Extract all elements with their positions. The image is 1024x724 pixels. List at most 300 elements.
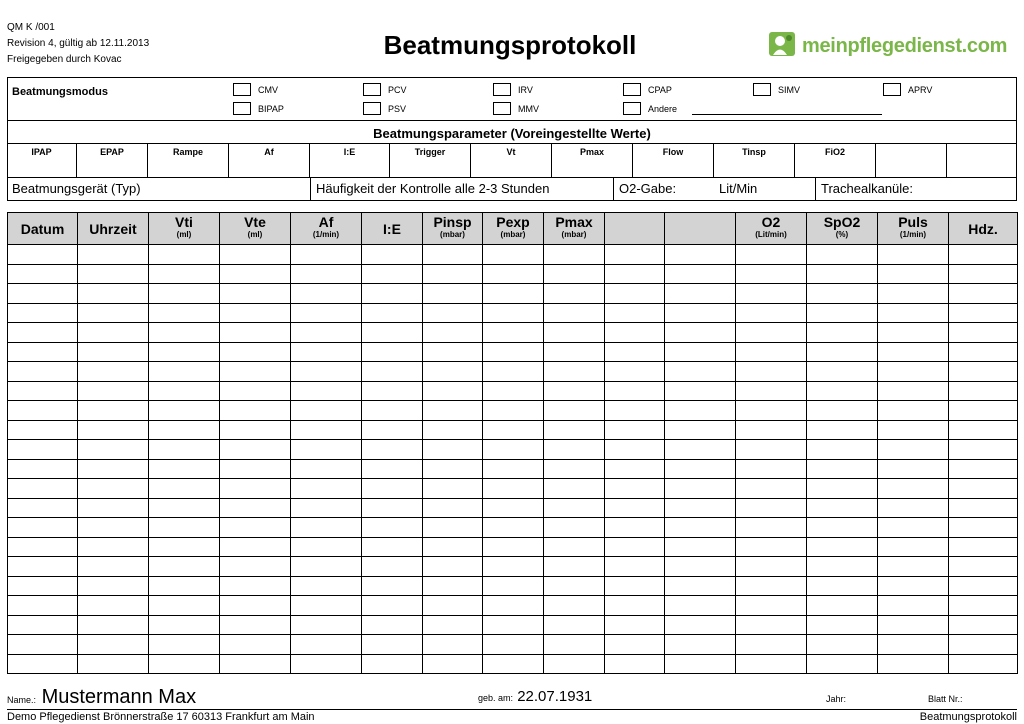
table-cell[interactable] (149, 557, 220, 577)
table-cell[interactable] (291, 459, 362, 479)
table-cell[interactable] (949, 635, 1018, 655)
table-cell[interactable] (483, 381, 544, 401)
table-cell[interactable] (78, 420, 149, 440)
table-cell[interactable] (949, 615, 1018, 635)
table-cell[interactable] (544, 264, 605, 284)
table-cell[interactable] (8, 420, 78, 440)
table-cell[interactable] (878, 362, 949, 382)
table-cell[interactable] (736, 596, 807, 616)
checkbox-bipap[interactable] (233, 102, 251, 115)
table-cell[interactable] (665, 420, 736, 440)
table-cell[interactable] (78, 576, 149, 596)
table-cell[interactable] (665, 245, 736, 265)
table-cell[interactable] (291, 284, 362, 304)
table-cell[interactable] (807, 342, 878, 362)
table-cell[interactable] (423, 537, 483, 557)
table-cell[interactable] (544, 479, 605, 499)
table-cell[interactable] (483, 401, 544, 421)
table-cell[interactable] (423, 576, 483, 596)
table-cell[interactable] (736, 264, 807, 284)
table-cell[interactable] (423, 401, 483, 421)
table-cell[interactable] (291, 498, 362, 518)
table-cell[interactable] (949, 596, 1018, 616)
table-cell[interactable] (78, 557, 149, 577)
table-cell[interactable] (605, 596, 665, 616)
table-cell[interactable] (8, 576, 78, 596)
table-cell[interactable] (665, 303, 736, 323)
table-cell[interactable] (220, 362, 291, 382)
table-cell[interactable] (220, 654, 291, 674)
table-cell[interactable] (149, 537, 220, 557)
table-cell[interactable] (483, 362, 544, 382)
table-cell[interactable] (423, 557, 483, 577)
table-cell[interactable] (807, 303, 878, 323)
table-cell[interactable] (544, 654, 605, 674)
checkbox-aprv[interactable] (883, 83, 901, 96)
table-cell[interactable] (878, 596, 949, 616)
table-cell[interactable] (878, 245, 949, 265)
table-cell[interactable] (220, 635, 291, 655)
table-cell[interactable] (544, 537, 605, 557)
table-cell[interactable] (8, 654, 78, 674)
table-cell[interactable] (220, 557, 291, 577)
table-cell[interactable] (220, 576, 291, 596)
table-cell[interactable] (291, 576, 362, 596)
table-cell[interactable] (220, 303, 291, 323)
patient-name-field[interactable] (7, 686, 196, 709)
table-cell[interactable] (291, 342, 362, 362)
table-cell[interactable] (878, 381, 949, 401)
table-cell[interactable] (78, 342, 149, 362)
table-cell[interactable] (483, 576, 544, 596)
table-cell[interactable] (949, 498, 1018, 518)
table-cell[interactable] (736, 245, 807, 265)
checkbox-psv[interactable] (363, 102, 381, 115)
table-cell[interactable] (949, 654, 1018, 674)
table-cell[interactable] (665, 576, 736, 596)
table-cell[interactable] (8, 537, 78, 557)
table-cell[interactable] (665, 459, 736, 479)
table-cell[interactable] (220, 615, 291, 635)
table-cell[interactable] (149, 342, 220, 362)
table-cell[interactable] (78, 654, 149, 674)
table-cell[interactable] (149, 284, 220, 304)
table-cell[interactable] (736, 557, 807, 577)
table-cell[interactable] (736, 654, 807, 674)
table-cell[interactable] (220, 479, 291, 499)
table-cell[interactable] (605, 420, 665, 440)
table-cell[interactable] (483, 245, 544, 265)
table-cell[interactable] (220, 459, 291, 479)
table-cell[interactable] (423, 342, 483, 362)
table-cell[interactable] (78, 323, 149, 343)
table-cell[interactable] (362, 264, 423, 284)
checkbox-irv[interactable] (493, 83, 511, 96)
table-cell[interactable] (291, 362, 362, 382)
table-cell[interactable] (605, 303, 665, 323)
table-cell[interactable] (736, 635, 807, 655)
table-cell[interactable] (544, 245, 605, 265)
table-cell[interactable] (78, 401, 149, 421)
table-cell[interactable] (665, 596, 736, 616)
table-cell[interactable] (483, 420, 544, 440)
table-cell[interactable] (605, 362, 665, 382)
table-cell[interactable] (149, 498, 220, 518)
table-cell[interactable] (78, 284, 149, 304)
table-cell[interactable] (362, 401, 423, 421)
table-cell[interactable] (736, 498, 807, 518)
table-cell[interactable] (483, 596, 544, 616)
table-cell[interactable] (807, 615, 878, 635)
table-cell[interactable] (665, 615, 736, 635)
table-cell[interactable] (736, 459, 807, 479)
table-cell[interactable] (807, 654, 878, 674)
table-cell[interactable] (362, 498, 423, 518)
table-cell[interactable] (220, 284, 291, 304)
table-cell[interactable] (736, 537, 807, 557)
table-cell[interactable] (807, 537, 878, 557)
table-cell[interactable] (78, 362, 149, 382)
table-cell[interactable] (423, 635, 483, 655)
table-cell[interactable] (807, 557, 878, 577)
table-cell[interactable] (220, 323, 291, 343)
table-cell[interactable] (220, 342, 291, 362)
table-cell[interactable] (807, 245, 878, 265)
table-cell[interactable] (149, 596, 220, 616)
table-cell[interactable] (291, 420, 362, 440)
table-cell[interactable] (291, 401, 362, 421)
table-cell[interactable] (807, 381, 878, 401)
table-cell[interactable] (362, 381, 423, 401)
table-cell[interactable] (8, 498, 78, 518)
table-cell[interactable] (605, 654, 665, 674)
table-cell[interactable] (665, 440, 736, 460)
table-cell[interactable] (736, 342, 807, 362)
table-cell[interactable] (483, 615, 544, 635)
table-cell[interactable] (291, 557, 362, 577)
table-cell[interactable] (878, 635, 949, 655)
table-cell[interactable] (291, 518, 362, 538)
table-cell[interactable] (878, 615, 949, 635)
table-cell[interactable] (949, 264, 1018, 284)
table-cell[interactable] (736, 420, 807, 440)
table-cell[interactable] (483, 557, 544, 577)
table-cell[interactable] (665, 557, 736, 577)
table-cell[interactable] (483, 537, 544, 557)
table-cell[interactable] (483, 479, 544, 499)
checkbox-andere[interactable] (623, 102, 641, 115)
table-cell[interactable] (807, 459, 878, 479)
table-cell[interactable] (807, 518, 878, 538)
table-cell[interactable] (807, 284, 878, 304)
table-cell[interactable] (483, 284, 544, 304)
table-cell[interactable] (362, 615, 423, 635)
table-cell[interactable] (362, 518, 423, 538)
table-cell[interactable] (544, 420, 605, 440)
table-cell[interactable] (362, 440, 423, 460)
table-cell[interactable] (949, 284, 1018, 304)
table-cell[interactable] (362, 303, 423, 323)
table-cell[interactable] (807, 401, 878, 421)
table-cell[interactable] (8, 615, 78, 635)
o2-field[interactable]: O2-Gabe: (619, 181, 677, 196)
table-cell[interactable] (291, 323, 362, 343)
table-cell[interactable] (220, 264, 291, 284)
table-cell[interactable] (605, 401, 665, 421)
table-cell[interactable] (665, 362, 736, 382)
table-cell[interactable] (8, 284, 78, 304)
table-cell[interactable] (665, 479, 736, 499)
table-cell[interactable] (605, 498, 665, 518)
table-cell[interactable] (423, 498, 483, 518)
table-cell[interactable] (78, 596, 149, 616)
table-cell[interactable] (78, 303, 149, 323)
table-cell[interactable] (149, 362, 220, 382)
table-cell[interactable] (878, 420, 949, 440)
table-cell[interactable] (220, 381, 291, 401)
table-cell[interactable] (483, 440, 544, 460)
table-cell[interactable] (78, 518, 149, 538)
table-cell[interactable] (949, 323, 1018, 343)
table-cell[interactable] (291, 479, 362, 499)
table-cell[interactable] (949, 303, 1018, 323)
table-cell[interactable] (665, 323, 736, 343)
table-cell[interactable] (878, 557, 949, 577)
table-cell[interactable] (544, 596, 605, 616)
table-cell[interactable] (220, 420, 291, 440)
table-cell[interactable] (665, 264, 736, 284)
table-cell[interactable] (544, 635, 605, 655)
table-cell[interactable] (736, 303, 807, 323)
table-cell[interactable] (736, 381, 807, 401)
table-cell[interactable] (78, 479, 149, 499)
table-cell[interactable] (807, 479, 878, 499)
table-cell[interactable] (423, 245, 483, 265)
table-cell[interactable] (362, 420, 423, 440)
table-cell[interactable] (878, 401, 949, 421)
table-cell[interactable] (149, 440, 220, 460)
table-cell[interactable] (423, 381, 483, 401)
table-cell[interactable] (878, 537, 949, 557)
table-cell[interactable] (362, 323, 423, 343)
table-cell[interactable] (8, 362, 78, 382)
table-cell[interactable] (605, 342, 665, 362)
table-cell[interactable] (544, 440, 605, 460)
table-cell[interactable] (605, 615, 665, 635)
table-cell[interactable] (605, 518, 665, 538)
table-cell[interactable] (149, 635, 220, 655)
table-cell[interactable] (949, 245, 1018, 265)
table-cell[interactable] (8, 342, 78, 362)
table-cell[interactable] (78, 381, 149, 401)
andere-input-line[interactable] (692, 114, 882, 115)
table-cell[interactable] (878, 518, 949, 538)
table-cell[interactable] (362, 284, 423, 304)
table-cell[interactable] (736, 615, 807, 635)
table-cell[interactable] (605, 284, 665, 304)
table-cell[interactable] (665, 537, 736, 557)
table-cell[interactable] (949, 381, 1018, 401)
table-cell[interactable] (544, 518, 605, 538)
table-cell[interactable] (149, 323, 220, 343)
table-cell[interactable] (665, 635, 736, 655)
table-cell[interactable] (544, 323, 605, 343)
table-cell[interactable] (605, 576, 665, 596)
year-field[interactable]: Jahr: (826, 694, 847, 704)
table-cell[interactable] (220, 440, 291, 460)
table-cell[interactable] (878, 303, 949, 323)
table-cell[interactable] (362, 537, 423, 557)
table-cell[interactable] (665, 342, 736, 362)
table-cell[interactable] (949, 576, 1018, 596)
table-cell[interactable] (949, 557, 1018, 577)
table-cell[interactable] (544, 576, 605, 596)
table-cell[interactable] (736, 362, 807, 382)
table-cell[interactable] (605, 635, 665, 655)
table-cell[interactable] (149, 381, 220, 401)
table-cell[interactable] (78, 459, 149, 479)
table-cell[interactable] (605, 479, 665, 499)
table-cell[interactable] (807, 323, 878, 343)
table-cell[interactable] (736, 518, 807, 538)
table-cell[interactable] (291, 615, 362, 635)
table-cell[interactable] (807, 576, 878, 596)
table-cell[interactable] (423, 323, 483, 343)
table-cell[interactable] (423, 459, 483, 479)
sheet-number-field[interactable]: Blatt Nr.: (928, 694, 963, 704)
table-cell[interactable] (291, 596, 362, 616)
table-cell[interactable] (149, 459, 220, 479)
checkbox-simv[interactable] (753, 83, 771, 96)
table-cell[interactable] (423, 362, 483, 382)
table-cell[interactable] (878, 576, 949, 596)
table-cell[interactable] (665, 401, 736, 421)
table-cell[interactable] (878, 284, 949, 304)
table-cell[interactable] (8, 557, 78, 577)
table-cell[interactable] (949, 342, 1018, 362)
birthdate-field[interactable] (478, 688, 592, 705)
table-cell[interactable] (8, 401, 78, 421)
table-cell[interactable] (8, 596, 78, 616)
table-cell[interactable] (605, 440, 665, 460)
table-cell[interactable] (362, 342, 423, 362)
table-cell[interactable] (605, 323, 665, 343)
table-cell[interactable] (878, 440, 949, 460)
table-cell[interactable] (78, 537, 149, 557)
table-cell[interactable] (736, 479, 807, 499)
table-cell[interactable] (8, 459, 78, 479)
checkbox-mmv[interactable] (493, 102, 511, 115)
table-cell[interactable] (149, 264, 220, 284)
table-cell[interactable] (665, 518, 736, 538)
table-cell[interactable] (665, 654, 736, 674)
table-cell[interactable] (220, 518, 291, 538)
checkbox-cmv[interactable] (233, 83, 251, 96)
table-cell[interactable] (291, 635, 362, 655)
table-cell[interactable] (605, 381, 665, 401)
table-cell[interactable] (78, 615, 149, 635)
table-cell[interactable] (149, 420, 220, 440)
table-cell[interactable] (78, 264, 149, 284)
table-cell[interactable] (149, 615, 220, 635)
table-cell[interactable] (423, 440, 483, 460)
table-cell[interactable] (736, 284, 807, 304)
table-cell[interactable] (291, 440, 362, 460)
table-cell[interactable] (362, 459, 423, 479)
table-cell[interactable] (483, 518, 544, 538)
table-cell[interactable] (8, 440, 78, 460)
table-cell[interactable] (949, 440, 1018, 460)
table-cell[interactable] (949, 537, 1018, 557)
table-cell[interactable] (8, 245, 78, 265)
table-cell[interactable] (220, 245, 291, 265)
table-cell[interactable] (878, 323, 949, 343)
table-cell[interactable] (362, 245, 423, 265)
table-cell[interactable] (8, 518, 78, 538)
checkbox-pcv[interactable] (363, 83, 381, 96)
table-cell[interactable] (544, 498, 605, 518)
table-cell[interactable] (807, 264, 878, 284)
table-cell[interactable] (362, 576, 423, 596)
table-cell[interactable] (362, 654, 423, 674)
table-cell[interactable] (423, 420, 483, 440)
table-cell[interactable] (949, 401, 1018, 421)
table-cell[interactable] (544, 303, 605, 323)
table-cell[interactable] (807, 596, 878, 616)
table-cell[interactable] (483, 323, 544, 343)
table-cell[interactable] (78, 498, 149, 518)
table-cell[interactable] (78, 635, 149, 655)
table-cell[interactable] (423, 264, 483, 284)
table-cell[interactable] (807, 420, 878, 440)
table-cell[interactable] (605, 245, 665, 265)
table-cell[interactable] (149, 576, 220, 596)
table-cell[interactable] (949, 459, 1018, 479)
table-cell[interactable] (8, 479, 78, 499)
table-cell[interactable] (483, 264, 544, 284)
table-cell[interactable] (878, 479, 949, 499)
table-cell[interactable] (605, 537, 665, 557)
table-cell[interactable] (362, 362, 423, 382)
table-cell[interactable] (291, 537, 362, 557)
table-cell[interactable] (220, 498, 291, 518)
table-cell[interactable] (544, 459, 605, 479)
table-cell[interactable] (483, 654, 544, 674)
table-cell[interactable] (544, 362, 605, 382)
table-cell[interactable] (949, 479, 1018, 499)
table-cell[interactable] (220, 401, 291, 421)
table-cell[interactable] (423, 479, 483, 499)
table-cell[interactable] (544, 401, 605, 421)
table-cell[interactable] (878, 459, 949, 479)
table-cell[interactable] (483, 635, 544, 655)
table-cell[interactable] (736, 323, 807, 343)
table-cell[interactable] (605, 264, 665, 284)
table-cell[interactable] (291, 381, 362, 401)
table-cell[interactable] (807, 635, 878, 655)
table-cell[interactable] (291, 245, 362, 265)
table-cell[interactable] (605, 459, 665, 479)
table-cell[interactable] (544, 615, 605, 635)
table-cell[interactable] (807, 362, 878, 382)
table-cell[interactable] (878, 342, 949, 362)
table-cell[interactable] (362, 557, 423, 577)
table-cell[interactable] (8, 381, 78, 401)
table-cell[interactable] (149, 245, 220, 265)
table-cell[interactable] (8, 323, 78, 343)
table-cell[interactable] (807, 498, 878, 518)
table-cell[interactable] (291, 654, 362, 674)
